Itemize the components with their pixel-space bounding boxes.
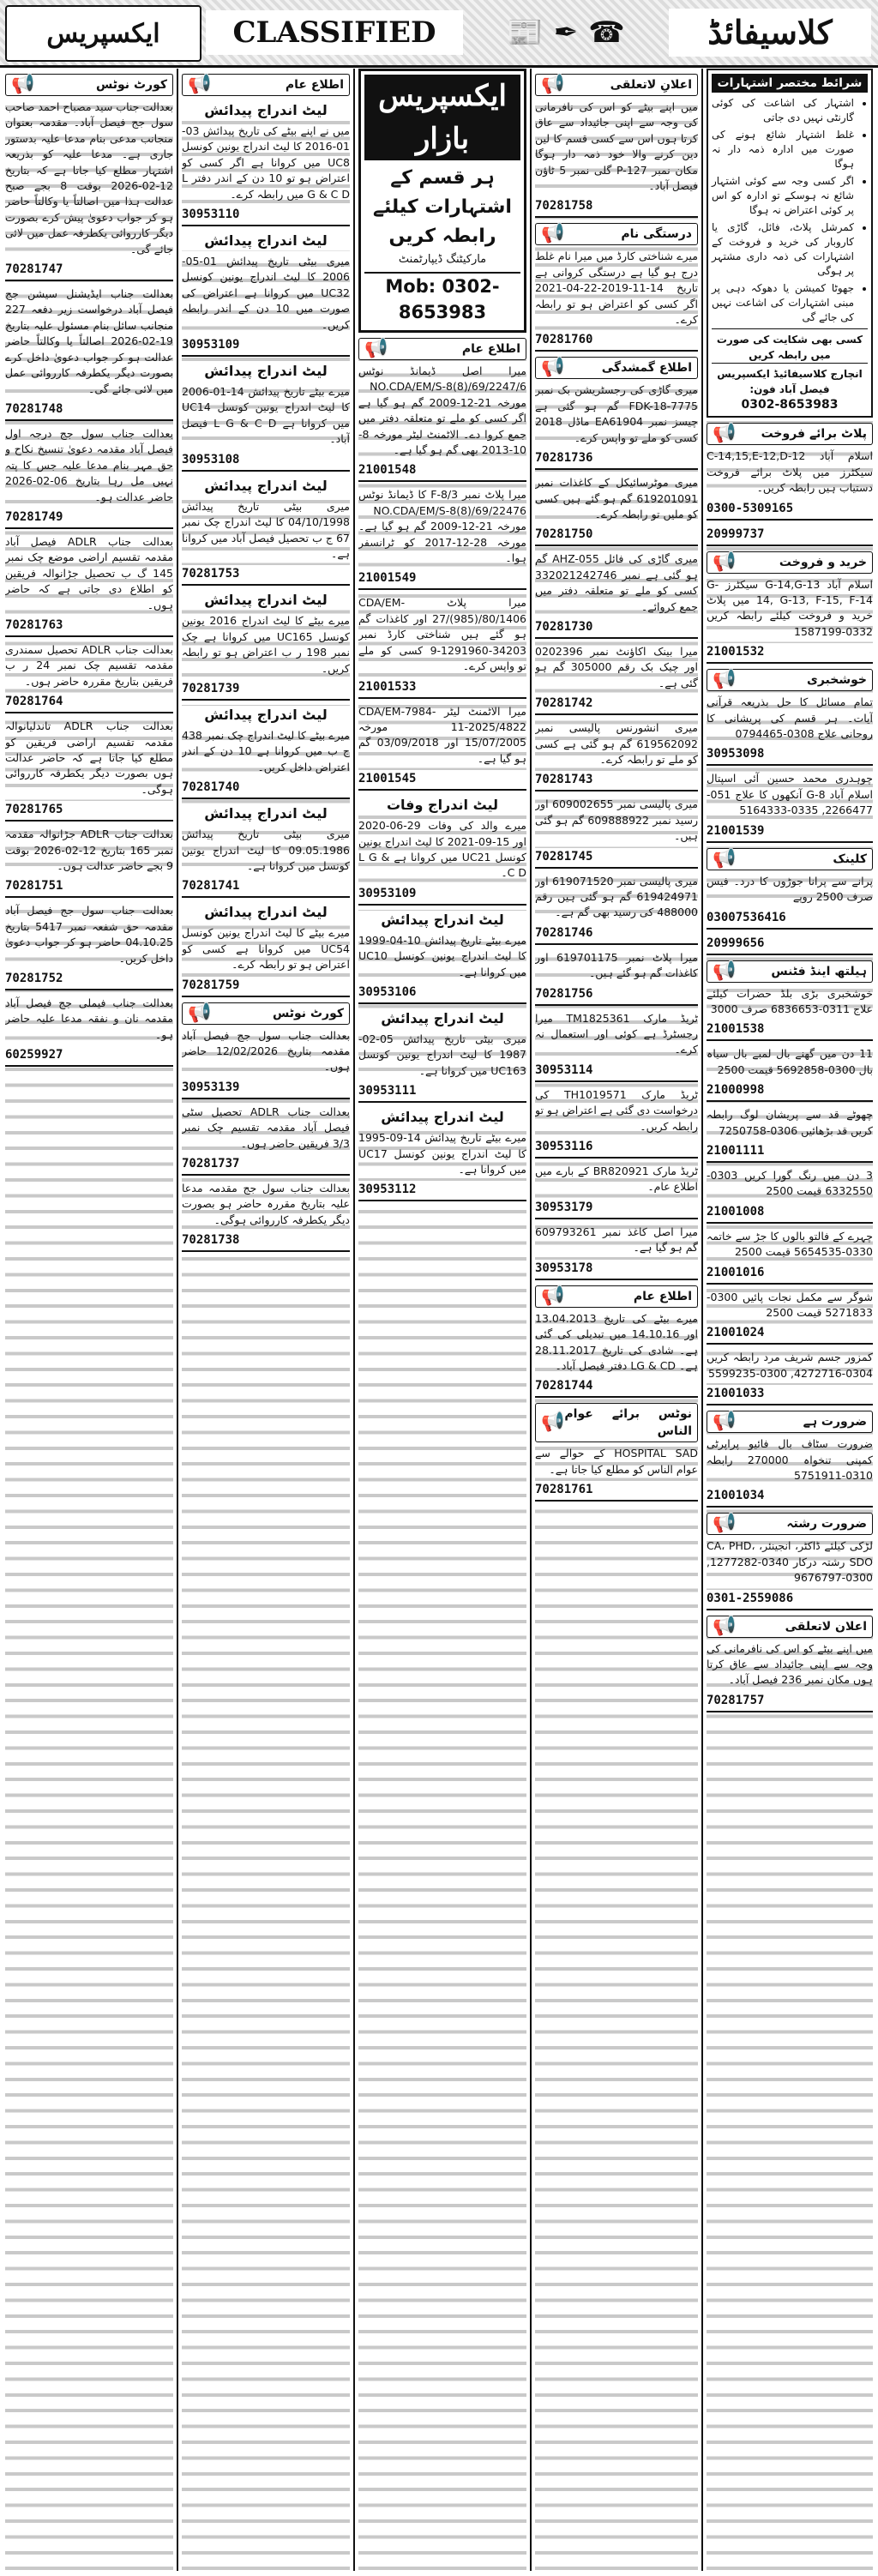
ad-body-text: میری انشورنس پالیسی نمبر 619562092 گم ہو گئی ہے کسی کو ملے تو رابطہ کرے۔ <box>535 721 698 766</box>
ad-section-heading <box>535 74 698 96</box>
ad-reference-number: 03007536416 <box>707 909 873 930</box>
ad-reference-number: 70281741 <box>182 877 350 898</box>
classified-ad <box>535 475 698 546</box>
ad-reference-number: 21001016 <box>707 1264 873 1285</box>
column-property-services <box>707 69 873 2571</box>
ad-body-text: میری بیٹی تاریخ پیدائش 01-05-2006 کا لیٹ اندراج یونین کونسل UC32 میں کروانا ہے اعتراض کی صورت میں 10 دن کے اندر رابطہ کریں۔ <box>182 255 350 331</box>
ad-title: لیٹ اندراج پیدائش <box>182 477 350 496</box>
terms-list <box>712 96 868 325</box>
ad-section-heading <box>535 1403 698 1442</box>
ad-title: لیٹ اندراج پیدائش <box>182 804 350 823</box>
newspaper-icon: 📰 <box>507 15 544 50</box>
ad-section-label: اعلان لاتعلقی <box>785 1619 867 1634</box>
classified-ad <box>535 357 698 470</box>
bazar-tagline: ہر قسم کے اشتہارات کیلئے رابطہ کریں <box>373 167 512 247</box>
title-urdu: کلاسیفائڈ <box>669 9 871 57</box>
megaphone-icon: 📢 <box>713 1513 737 1535</box>
ad-reference-number: 70281749 <box>5 509 173 529</box>
ad-section-label: درستگی نام <box>621 227 692 242</box>
ad-reference-number: 70281750 <box>535 526 698 546</box>
ad-reference-number: 30953108 <box>182 451 350 472</box>
ad-reference-number: 30953112 <box>358 1181 526 1201</box>
ad-section-label: ضرورت رشتہ <box>786 1517 867 1532</box>
megaphone-icon: 📢 <box>713 847 737 870</box>
classified-ad <box>182 706 350 799</box>
ad-body-text: بعدالت جناب ADLR فیصل آباد مقدمہ تقسیم اراضی موضع چک نمبر 145 گ ب تحصیل جڑانوالہ فریقین کو اطلاع دی جاتی ہے کہ حاضر ہوں۔ <box>5 534 173 611</box>
classified-ad <box>535 1225 698 1280</box>
classified-ad <box>182 1002 350 1099</box>
classified-ad <box>707 1229 873 1285</box>
classified-ad <box>182 1181 350 1252</box>
ad-reference-number: 30953114 <box>535 1062 698 1082</box>
terms-item: • کمرشل پلاٹ، فائل، گاڑی یا کاروبار کی خرید و فروخت کے اشتہارات کی ذمہ داری مشتہر پر ہوگی <box>712 220 854 279</box>
column-divider <box>177 69 178 2571</box>
terms-item: • اشتہار کی اشاعت کی کوئی گارنٹی نہیں دی جاتی <box>712 96 854 125</box>
ad-reference-number: 21001532 <box>707 643 873 664</box>
ad-reference-number: 70281752 <box>5 970 173 990</box>
express-logo: ایکسپریس <box>5 5 201 62</box>
ad-body-text: میرا اصل کاغذ نمبر 609793261 گم ہو گیا ہے۔ <box>535 1225 698 1255</box>
ad-reference-number: 70281765 <box>5 801 173 822</box>
ad-section-heading <box>707 1411 873 1433</box>
bazar-department: مارکیٹنگ ڈیپارٹمنٹ <box>398 253 487 266</box>
classified-ad <box>358 704 526 791</box>
classified-ad <box>5 642 173 713</box>
ad-body-text: میرے والد کی وفات 29-06-2020 اور 15-09-2021 کا لیٹ اندراج یونین کونسل UC21 میں کروانا ہے L G & C D۔ <box>358 819 526 880</box>
ad-reference-number: 20999656 <box>707 935 873 955</box>
ad-body-text: میرے شناختی کارڈ میں میرا نام غلط درج ہو گیا ہے درستگی کروانی ہے تاریخ 14-11-2019-22-04-2021 اگر کسی کو اعتراض ہو تو رابطہ کرے۔ <box>535 250 698 327</box>
ad-body-text: میرا بینک اکاؤنٹ نمبر 0202396 اور چیک بک رقم 305000 گم ہو گئی ہے۔ <box>535 644 698 689</box>
ad-section-heading <box>535 223 698 245</box>
classified-ad <box>182 804 350 898</box>
ad-body-text: میرے بیٹے تاریخ پیدائش 14-09-1995 کا لیٹ اندراج یونین کونسل UC17 میں کروانا ہے۔ <box>358 1131 526 1176</box>
ad-body-text: میرا پلاٹ CDA/EM-27/(985)/80/1406 اور کاغذات گم ہو گئے ہیں شناختی کارڈ نمبر 34203-1291960-9 کسی کو ملے تو واپس کرے۔ <box>358 596 526 673</box>
title-english: CLASSIFIED <box>206 10 463 55</box>
megaphone-icon: 📢 <box>541 1411 565 1434</box>
ad-body-text: بعدالت جناب ADLR تاندلیانوالہ مقدمہ تقسیم اراضی فریقین کو مطلع کیا جاتا ہے کہ حاضر عدالت ہوں بصورت دیگر یکطرفہ کارروائی ہوگی۔ <box>5 719 173 796</box>
classified-ad <box>707 771 873 842</box>
classified-ad <box>535 1011 698 1082</box>
classified-ad <box>707 526 873 546</box>
classified-ad <box>535 551 698 639</box>
ad-reference-number: 21001008 <box>707 1203 873 1224</box>
megaphone-icon: 📢 <box>713 423 737 445</box>
megaphone-icon: 📢 <box>188 74 212 95</box>
ad-body-text: میری بیٹی تاریخ پیدائش 05-02-1987 کا لیٹ اندراج یونین کونسل UC163 میں کروانا ہے۔ <box>358 1032 526 1077</box>
terms-item: • اگر کسی وجہ سے کوئی اشتہار شائع نہ ہوسکے تو ادارہ کو اس پر کوئی اعتراض نہ ہوگا <box>712 174 854 218</box>
classified-ad <box>5 74 173 281</box>
megaphone-icon: 📢 <box>713 551 737 573</box>
ad-reference-number: 21001548 <box>358 461 526 482</box>
classified-ad <box>535 1087 698 1159</box>
ad-reference-number: 70281759 <box>182 977 350 997</box>
ad-reference-number: 21001549 <box>358 569 526 590</box>
classified-ad <box>535 644 698 715</box>
classified-ad <box>5 534 173 637</box>
ad-body-text: میرے بیٹے کا لیٹ اندراج 2016 یونین کونسل UC165 میں کروانا ہے چک نمبر 198 ر ب اعتراض ہو تو رابطہ کریں۔ <box>182 614 350 675</box>
ad-body-text: ٹریڈ مارک TM1825361 میرا رجسٹرڈ ہے کوئی اور استعمال نہ کرے۔ <box>535 1011 698 1056</box>
classified-ad <box>182 101 350 226</box>
classified-ad <box>535 1164 698 1219</box>
column-birth-registrations <box>182 69 350 2571</box>
ad-body-text: بعدالت جناب ADLR تحصیل سٹی فیصل آباد مقدمہ تقسیم چک نمبر 3/3 فریقین حاضر ہوں۔ <box>182 1104 350 1150</box>
ad-title: لیٹ اندراج پیدائش <box>182 591 350 610</box>
ad-section-heading <box>707 1616 873 1638</box>
ad-reference-number: 70281753 <box>182 565 350 586</box>
ad-title: لیٹ اندراج پیدائش <box>358 1108 526 1127</box>
classified-ad <box>5 996 173 1067</box>
ad-body-text: 3 دن میں رنگ گورا کریں 0303-6332550 قیمت 2500 <box>707 1168 873 1198</box>
ad-section-heading <box>535 1285 698 1308</box>
ad-section-heading <box>535 357 698 379</box>
ad-reference-number: 70281746 <box>535 924 698 945</box>
ad-body-text: بعدالت جناب فیملی جج فیصل آباد مقدمہ نان و نفقہ مدعا علیہ حاضر ہو۔ <box>5 996 173 1041</box>
megaphone-icon: 📢 <box>11 74 35 95</box>
ad-title: لیٹ اندراج پیدائش <box>182 362 350 381</box>
classified-ad <box>535 223 698 352</box>
ad-reference-number: 20999737 <box>707 526 873 546</box>
classified-ad <box>358 1108 526 1201</box>
ad-reference-number: 70281748 <box>5 400 173 421</box>
ad-reference-number: 30953109 <box>182 336 350 357</box>
ad-reference-number: 70281742 <box>535 695 698 715</box>
terms-heading: شرائط مختصر اشتہارات <box>712 74 868 93</box>
classified-ad <box>707 551 873 665</box>
ad-body-text: میں اپنے بیٹے کو اس کی نافرمانی کی وجہ سے اپنی جائیداد سے عاق کرتا ہوں اس سے کسی قسم کا لین دین کرنے والا خود ذمہ دار ہوگا مکان نمبر P-127 گلی نمبر 5 ٹاؤن فیصل آباد۔ <box>535 100 698 193</box>
classified-ad <box>707 935 873 955</box>
classified-ad <box>5 827 173 898</box>
classified-ad <box>707 1168 873 1224</box>
ad-body-text: میری گاڑی کی رجسٹریشن بک نمبر FDK-18-7775 گم ہو گئی ہے چیسز نمبر EA61904 ماڈل 2018 کسی کو ملے تو واپس کرے۔ <box>535 383 698 444</box>
classified-ad <box>707 1411 873 1508</box>
ad-reference-number: 30953110 <box>182 206 350 226</box>
ad-body-text: لڑکی کیلئے ڈاکٹر، انجینئر، CA، PHD، SDO رشتہ درکار 0340-1277282, 0300-9676797 <box>707 1539 873 1585</box>
megaphone-icon: 📢 <box>713 1411 737 1433</box>
ad-section-label: نوٹس برائے عوام الناس <box>564 1407 692 1439</box>
ad-reference-number: 30953098 <box>707 745 873 766</box>
ad-body-text: ٹریڈ مارک TH1019571 کی درخواست دی گئی ہے اعتراض ہو تو رابطہ کریں۔ <box>535 1087 698 1133</box>
ad-section-heading <box>707 848 873 870</box>
ad-body-text: میرا اصل ڈیمانڈ نوٹس NO.CDA/EM/S-8(8)/69/2247/6 مورخہ 21-12-2009 گم ہو گیا ہے اگر کسی کو ملے تو متعلقہ دفتر میں جمع کروا دے۔ الاٹمنٹ لیٹر مورخہ 8-10-2013 بھی گم ہو گیا ہے۔ <box>358 364 526 457</box>
classified-ad <box>707 1513 873 1610</box>
classified-ad <box>707 1046 873 1102</box>
ad-reference-number: 70281751 <box>5 877 173 898</box>
ad-reference-number: 21001533 <box>358 678 526 699</box>
megaphone-icon: 📢 <box>713 1615 737 1637</box>
classified-ad <box>707 848 873 930</box>
classified-ad <box>182 477 350 587</box>
ad-reference-number: 70281758 <box>535 197 698 218</box>
column-public-notices <box>358 69 526 2571</box>
classified-ad <box>535 720 698 791</box>
classified-ad <box>358 1009 526 1103</box>
classified-ad <box>535 74 698 218</box>
megaphone-icon: 📢 <box>541 1285 565 1307</box>
terms-footer: کسی بھی شکایت کی صورت میں رابطہ کریں <box>712 328 868 363</box>
ad-body-text: میری بیٹی تاریخ پیدائش 04/10/1998 کا لیٹ اندراج چک نمبر 67 ج ب تحصیل فیصل آباد میں کروانا ہے۔ <box>182 499 350 560</box>
ad-section-label: کورٹ نوٹس <box>95 78 167 92</box>
express-bazar-box <box>358 69 526 333</box>
classified-ad <box>707 1290 873 1345</box>
phone-icon: ☎ <box>588 15 625 50</box>
ad-body-text: میرا پلاٹ نمبر F-8/3 کا ڈیمانڈ نوٹس NO.CDA/EM/S-8(8)/69/22476 مورخہ 21-12-2009 گم ہو گیا ہے۔ مورخہ 28-12-2017 کو ٹرانسفر ہوا۔ <box>358 488 526 565</box>
ad-reference-number: 70281730 <box>535 618 698 639</box>
ad-body-text: بعدالت جناب ADLR جڑانوالہ مقدمہ نمبر 165 بتاریخ 12-02-2026 بوقت 9 بجے حاضر عدالت ہوں۔ <box>5 828 173 873</box>
ad-section-heading <box>707 960 873 983</box>
ad-body-text: میرے بیٹے کی تاریخ 13.04.2013 اور 14.10.16 میں تبدیلی کی گئی ہے۔ شادی کی تاریخ 28.11.2017 ہے۔ LG & CD دفتر فیصل آباد۔ <box>535 1311 698 1372</box>
ad-reference-number: 70281743 <box>535 771 698 791</box>
ad-body-text: بعدالت جناب سول جج فیصل آباد مقدمہ حق شفعہ نمبر 5417 بتاریخ 04.10.25 حاضر ہو کر جواب دعویٰ داخل کریں۔ <box>5 904 173 965</box>
ad-section-label: کلینک <box>833 852 867 866</box>
ad-section-label: خرید و فروخت <box>779 555 867 569</box>
ad-section-heading <box>358 338 526 360</box>
ad-reference-number: 70281740 <box>182 779 350 799</box>
ad-reference-number: 70281736 <box>535 449 698 470</box>
ad-body-text: میری گاڑی کی فائل AHZ-055 گم ہو گئی ہے نمبر 332021242746 کسی کو ملے تو متعلقہ دفتر میں جمع کروائے۔ <box>535 552 698 613</box>
ad-body-text: بعدالت جناب سول جج فیصل آباد مقدمہ بتاریخ 12/02/2026 حاضر ہوں۔ <box>182 1028 350 1074</box>
ad-reference-number: 70281737 <box>182 1155 350 1176</box>
ad-section-heading <box>5 74 173 96</box>
classified-ad <box>358 487 526 590</box>
ad-body-text: میرے بیٹے کا لیٹ اندراج چک نمبر 438 ج ب میں کروانا ہے 10 دن کے اندر اعتراض داخل کریں۔ <box>182 728 350 773</box>
ad-section-label: اطلاع عام <box>633 1289 692 1303</box>
ad-body-text: ضرورت سٹاف بال فائیو پراپرٹی کمپنی تنخواہ 270000 رابطہ 0310-5751911 <box>707 1437 873 1482</box>
ad-reference-number: 30953178 <box>535 1260 698 1280</box>
ad-section-heading <box>182 1002 350 1025</box>
ad-reference-number: 21001538 <box>707 1020 873 1041</box>
ad-body-text: اسلام آباد G-14,G-13 سیکٹرز G-14, G-13, F-15, F-14 میں پلاٹ خرید و فروخت کیلئے رابطہ کریں 0332-1587199 <box>707 577 873 638</box>
ad-reference-number: 21001539 <box>707 822 873 843</box>
classified-ad <box>358 595 526 698</box>
classified-ad <box>535 1285 698 1399</box>
ad-body-text: میرا پلاٹ نمبر 619701175 اور کاغذات گم ہو گئے ہیں۔ <box>535 950 698 980</box>
column-divider <box>701 69 703 2571</box>
terms-box <box>707 69 873 418</box>
ad-title: لیٹ اندراج پیدائش <box>182 232 350 250</box>
classified-ad <box>535 1403 698 1502</box>
ad-reference-number: 70281757 <box>707 1692 873 1712</box>
terms-item: • غلط اشتہار شائع ہونے کی صورت میں ادارہ ذمہ دار نہ ہوگا <box>712 128 854 172</box>
ad-reference-number: 21001034 <box>707 1487 873 1508</box>
ad-body-text: میرا الاٹمنٹ لیٹر CDA/EM-7984-11-2025/4822 مورخہ 15/07/2005 اور 03/09/2018 گم ہو گیا ہے۔ <box>358 704 526 765</box>
bazar-mobile: Mob: 0302-8653983 <box>364 272 520 325</box>
column-court-notices <box>5 69 173 2571</box>
ad-reference-number: 30953106 <box>358 984 526 1004</box>
ad-section-label: اطلاع گمشدگی <box>601 361 692 376</box>
ad-body-text: چھوٹے قد سے پریشان لوگ رابطہ کریں قد بڑھائیں 0306-7250758 <box>707 1108 873 1137</box>
terms-phone: 0302-8653983 <box>741 398 839 412</box>
ad-body-text: میری موٹرسائیکل کے کاغذات نمبر 619201091 گم ہو گئے ہیں کسی کو ملیں تو رابطہ کرے۔ <box>535 476 698 521</box>
ad-reference-number: 21000998 <box>707 1081 873 1102</box>
ad-body-text: 11 دن میں گھنے بال لمبے بال سیاہ بال 0300-5692858 قیمت 2500 <box>707 1047 873 1076</box>
ad-section-label: پلاٹ برائے فروخت <box>761 427 867 442</box>
ad-section-label: اطلاع عام <box>285 78 344 92</box>
ad-reference-number: 30953179 <box>535 1199 698 1219</box>
megaphone-icon: 📢 <box>188 1002 212 1024</box>
ad-body-text: میں نے اپنے بیٹے کی تاریخ پیدائش 03-01-2016 کا لیٹ اندراج یونین کونسل UC8 میں کروانا ہے اگر کسی کو اعتراض ہو تو 10 دن کے اندر دفتر L G & C D میں رابطہ کرے۔ <box>182 124 350 201</box>
classified-ad <box>707 669 873 766</box>
classified-ad <box>182 903 350 996</box>
classified-ad <box>707 960 873 1042</box>
column-divider <box>353 69 355 2571</box>
ad-body-text: میں اپنے بیٹے کو اس کی نافرمانی کی وجہ سے اپنی جائیداد سے عاق کرتا ہوں مکان نمبر 236 فیصل آباد۔ <box>707 1641 873 1687</box>
classified-ad <box>182 1104 350 1176</box>
ad-reference-number: 70281739 <box>182 680 350 701</box>
classified-ad <box>535 874 698 945</box>
ad-section-label: کورٹ نوٹس <box>272 1006 344 1020</box>
terms-item: • جھوٹا کمیشن یا دھوکہ دہی پر مبنی اشتہارات کی اشاعت نہیں کی جائے گی <box>712 281 854 325</box>
ad-title: لیٹ اندراج پیدائش <box>182 903 350 922</box>
classified-ad <box>358 796 526 906</box>
ad-reference-number: 21001545 <box>358 770 526 791</box>
ad-body-text: پرانے سے پرانا جوڑوں کا درد۔ فیس صرف 2500 روپے <box>707 874 873 904</box>
ad-title: لیٹ اندراج پیدائش <box>358 1009 526 1028</box>
column-divider <box>530 69 532 2571</box>
ad-body-text: میری پالیسی نمبر 609002655 اور رسید نمبر 609888922 گم ہو گئی ہیں۔ <box>535 797 698 843</box>
ad-reference-number: 60259927 <box>5 1046 173 1067</box>
ad-body-text: بعدالت جناب سید مصباح احمد صاحب سول جج فیصل آباد۔ مقدمہ بعنوان منجانب مدعی بنام مدعا علیہ بدستور جاری ہے۔ مدعا علیہ کو بذریعہ اشتہار مطلع کیا جاتا ہے کہ بتاریخ 12-02-2026 بوقت 8 بجے صبح عدالت ہذا میں اصالتاً یا وکالتاً حاضر ہو کر جواب دعویٰ پیش کرے بصورت دیگر کارروائی یکطرفہ عمل میں لائی جائے گی۔ <box>5 100 173 256</box>
megaphone-icon: 📢 <box>364 338 388 359</box>
ad-reference-number: 21001024 <box>707 1324 873 1345</box>
classified-ad <box>535 950 698 1006</box>
ad-body-text: ٹریڈ مارک BR820921 کے بارے میں اطلاع عام۔ <box>535 1165 698 1194</box>
ad-body-text: میرے بیٹے کا لیٹ اندراج یونین کونسل UC54 میں کروانا ہے کسی کو اعتراض ہو تو رابطہ کرے۔ <box>182 926 350 972</box>
ad-title: لیٹ اندراج وفات <box>358 796 526 815</box>
ad-section-label: خوشخبری <box>807 673 867 688</box>
classified-ad <box>182 591 350 701</box>
ad-title: لیٹ اندراج پیدائش <box>182 101 350 120</box>
megaphone-icon: 📢 <box>541 223 565 245</box>
classified-ad <box>535 797 698 868</box>
header-illustration <box>480 9 652 57</box>
classified-ad <box>5 426 173 529</box>
ad-body-text: HOSPITAL SAD کے حوالے سے عوام الناس کو مطلع کیا جاتا ہے۔ <box>535 1447 698 1476</box>
ad-reference-number: 70281744 <box>535 1377 698 1398</box>
page-header <box>0 0 878 68</box>
column-misc-notices <box>535 69 698 2571</box>
megaphone-icon: 📢 <box>713 960 737 982</box>
bazar-title: ایکسپریس بازار <box>364 75 520 160</box>
classified-ad <box>707 1107 873 1163</box>
ad-body-text: میری پالیسی نمبر 619071520 اور 619424971 گم ہو گئی ہیں رقم 488000 کی رسید بھی گم ہے۔ <box>535 874 698 919</box>
ad-body-text: میری بیٹی تاریخ پیدائش 09.05.1986 کا لیٹ اندراج یونین کونسل میں کروانا ہے۔ <box>182 828 350 872</box>
ad-reference-number: 70281756 <box>535 985 698 1006</box>
ad-body-text: چوہدری محمد حسین آئی اسپتال اسلام آباد G-8 آنکھوں کا علاج 051-2266477, 0335-5164333 <box>707 772 873 817</box>
ad-reference-number: 0300-5309165 <box>707 500 873 521</box>
megaphone-icon: 📢 <box>541 357 565 379</box>
ad-body-text: خوشخبری بڑی بلڈ حضرات کیلئے علاج 0311-6836653 صرف 3000 <box>707 986 873 1015</box>
classified-ad <box>182 362 350 472</box>
classified-ad <box>5 286 173 421</box>
ad-reference-number: 70281760 <box>535 331 698 352</box>
ad-section-label: ضرورت ہے <box>803 1415 867 1429</box>
terms-contact: انچارج کلاسیفائیڈ ایکسپریس فیصل آباد فون: <box>712 363 868 397</box>
ad-reference-number: 30953111 <box>358 1082 526 1103</box>
ad-reference-number: 30953139 <box>182 1079 350 1099</box>
ad-reference-number: 70281763 <box>5 617 173 637</box>
megaphone-icon: 📢 <box>713 669 737 691</box>
ad-reference-number: 21001111 <box>707 1142 873 1163</box>
ad-body-text: بعدالت جناب سول جج مقدمہ مدعا علیہ بتاریخ مقررہ حاضر ہو بصورت دیگر یکطرفہ کارروائی ہوگی۔ <box>182 1182 350 1226</box>
classified-ad <box>182 74 350 96</box>
ad-reference-number: 30953109 <box>358 885 526 906</box>
classified-ad <box>358 911 526 1004</box>
classified-ad <box>707 1616 873 1712</box>
ad-body-text: اسلام آباد C-14,15,E-12,D-12 سیکٹرز میں پلاٹ برائے فروخت دستیاب ہیں رابطہ کریں۔ <box>707 449 873 495</box>
ad-reference-number: 21001033 <box>707 1385 873 1405</box>
ad-reference-number: 0301-2559086 <box>707 1590 873 1610</box>
ad-body-text: شوگر سے مکمل نجات پائیں 0300-5271833 قیمت 2500 <box>707 1290 873 1319</box>
ad-reference-number: 70281745 <box>535 848 698 869</box>
ad-body-text: بعدالت جناب سول جج درجہ اول فیصل آباد مقدمہ دعویٰ تنسیخ نکاح و حق مہر بنام مدعا علیہ جس کا پتہ نہیں مل رہا بتاریخ 06-02-2026 حاضر عدالت ہو۔ <box>5 426 173 503</box>
ad-body-text: کمزور جسم شریف مرد رابطہ کریں 0304-4272716, 0300-5599235 <box>707 1351 873 1380</box>
ad-body-text: میرے بیٹے تاریخ پیدائش 14-01-2006 کا لیٹ اندراج یونین کونسل UC14 میں کروانا ہے L G & C D فیصل آباد۔ <box>182 385 350 446</box>
classified-ad <box>5 903 173 990</box>
classified-ad <box>358 338 526 482</box>
ad-section-heading <box>707 423 873 445</box>
ad-reference-number: 70281738 <box>182 1231 350 1252</box>
megaphone-icon: 📢 <box>541 74 565 95</box>
ad-body-text: بعدالت جناب ADLR تحصیل سمندری مقدمہ تقسیم چک نمبر 24 ر ب فریقین بتاریخ مقررہ حاضر ہوں۔ <box>5 642 173 688</box>
ad-title: لیٹ اندراج پیدائش <box>358 911 526 930</box>
classified-ad <box>707 1350 873 1405</box>
ad-section-label: اطلاع عام <box>461 342 520 356</box>
ad-body-text: بعدالت جناب ایڈیشنل سیشن جج فیصل آباد درخواست زیر دفعہ 227 منجانب سائل بنام مسئول علیہ بتاریخ 19-02-2026 اصالتاً یا وکالتاً حاضر عدالت ہو کر جواب دعویٰ داخل کرے بصورت دیگر یکطرفہ کارروائی عمل میں لائی جائے گی۔ <box>5 287 173 395</box>
classified-ad <box>5 719 173 822</box>
ad-section-label: اعلانِ لاتعلقی <box>610 78 692 92</box>
classified-ad <box>182 232 350 357</box>
ad-title: لیٹ اندراج پیدائش <box>182 706 350 725</box>
classified-ad <box>707 423 873 520</box>
ad-body-text: چہرے کے فالتو بالوں کا جڑ سے خاتمہ 0330-5654535 قیمت 2500 <box>707 1229 873 1259</box>
ad-reference-number: 30953116 <box>535 1138 698 1159</box>
ad-section-heading <box>707 551 873 574</box>
ad-reference-number: 70281761 <box>535 1481 698 1502</box>
ad-section-heading <box>707 669 873 691</box>
ad-reference-number: 70281764 <box>5 693 173 713</box>
ad-reference-number: 70281747 <box>5 261 173 281</box>
ad-section-heading <box>182 74 350 96</box>
ad-section-label: ہیلتھ اینڈ فٹنس <box>771 964 867 978</box>
ad-section-heading <box>707 1513 873 1535</box>
pen-icon: ✒ <box>553 15 579 50</box>
ad-body-text: میرے بیٹے تاریخ پیدائش 10-04-1999 کا لیٹ اندراج یونین کونسل UC10 میں کروانا ہے۔ <box>358 933 526 978</box>
ad-body-text: تمام مسائل کا حل بذریعہ قرآنی آیات۔ ہر قسم کی پریشانی کا روحانی علاج 0308-0794465 <box>707 695 873 741</box>
